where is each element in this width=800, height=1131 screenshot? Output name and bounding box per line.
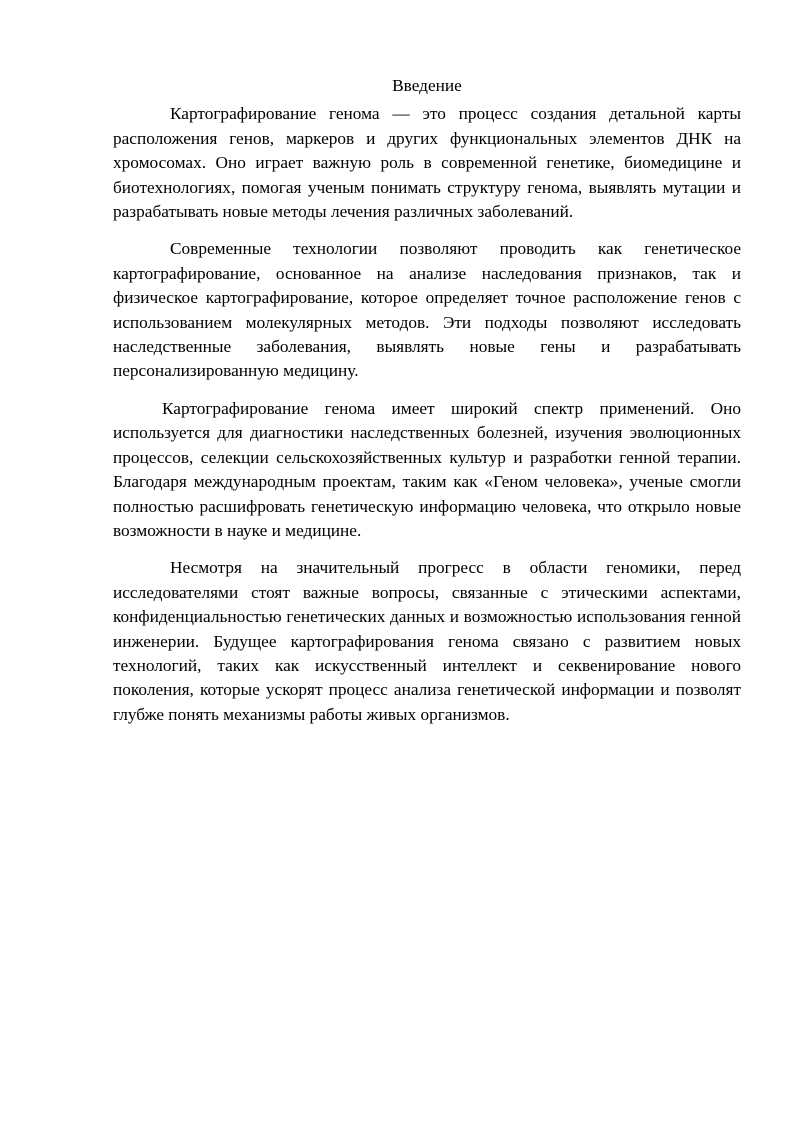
- paragraph-4: Несмотря на значительный прогресс в области геномики, перед исследователями стоят важные вопросы, связанные с этическими аспектами, конфиденциальностью генетических данных и возможностью использования генной инженерии. Будущее картографирования генома связано с развитием новых технологий, таких как искусственный интеллект и секвенирование нового поколения, которые ускорят процесс анализа генетической информации и позволят глубже понять механизмы работы живых организмов.: [113, 558, 741, 724]
- document-body: [113, 74, 741, 740]
- paragraph-2: Современные технологии позволяют проводить как генетическое картографирование, основанное на анализе наследования признаков, так и физическое картографирование, которое определяет точное расположение генов с использованием молекулярных методов. Эти подходы позволяют исследовать наследственные заболевания, выявлять новые гены и разрабатывать персонализированную медицину.: [113, 239, 741, 381]
- paragraph-1: Картографирование генома — это процесс создания детальной карты расположения генов, маркеров и других функциональных элементов ДНК на хромосомах. Оно играет важную роль в современной генетике, биомедицине и биотехнологиях, помогая ученым понимать структуру генома, выявлять мутации и разрабатывать новые методы лечения различных заболеваний.: [113, 104, 741, 222]
- paragraph-3: Картографирование генома имеет широкий спектр применений. Оно используется для диагностики наследственных болезней, изучения эволюционных процессов, селекции сельскохозяйственных культур и разработки генной терапии. Благодаря международным проектам, таким как «Геном человека», ученые смогли полностью расшифровать генетическую информацию человека, что открыло новые возможности в науке и медицине.: [113, 398, 741, 540]
- section-title: Введение: [392, 76, 462, 95]
